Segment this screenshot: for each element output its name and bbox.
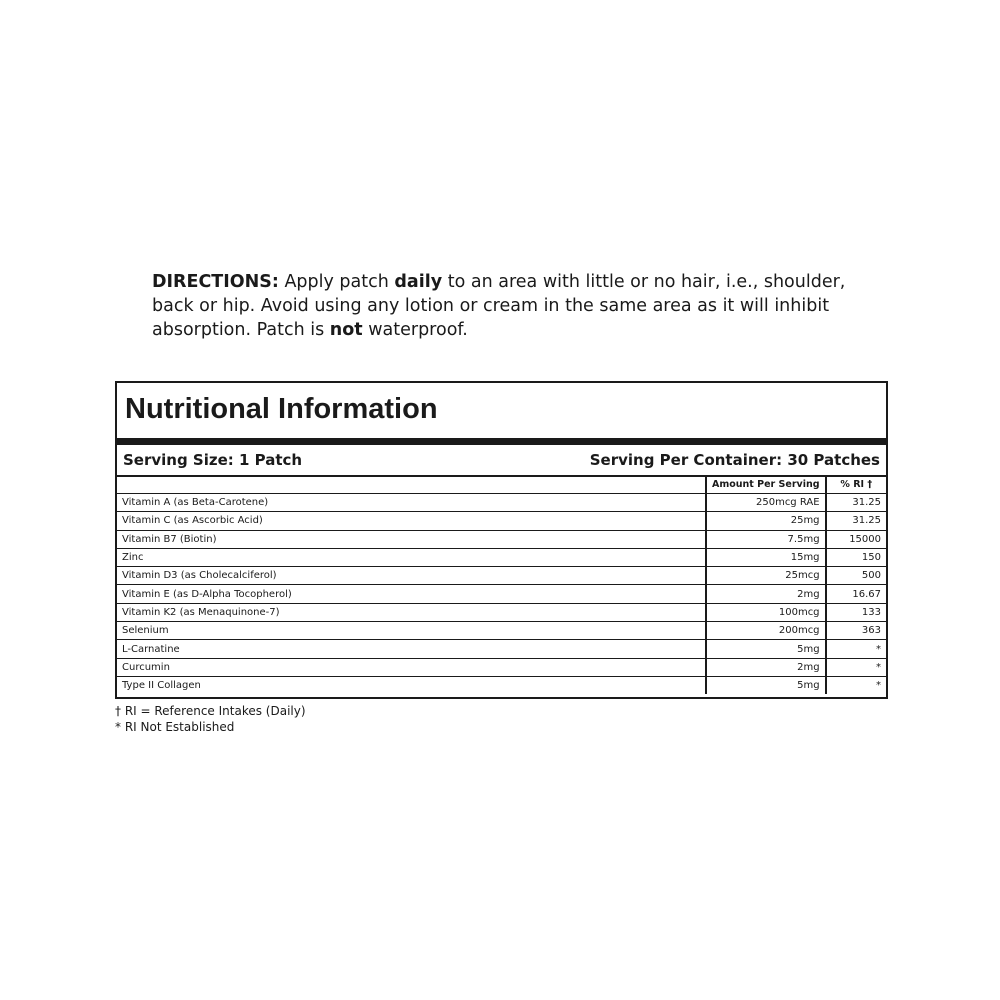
nutrient-ri: * xyxy=(826,640,886,658)
nutrient-ri: * xyxy=(826,676,886,694)
table-header-row xyxy=(117,475,886,494)
nutrient-name: Vitamin D3 (as Cholecalciferol) xyxy=(117,567,706,585)
footnote-ri-not-established: * RI Not Established xyxy=(115,720,235,734)
nutrient-amount: 15mg xyxy=(706,548,826,566)
nutrient-name: Vitamin K2 (as Menaquinone-7) xyxy=(117,603,706,621)
nutrient-amount: 25mg xyxy=(706,512,826,530)
table-row xyxy=(117,548,886,566)
nutrient-amount: 100mcg xyxy=(706,603,826,621)
table-row xyxy=(117,512,886,530)
nutrient-name: Vitamin C (as Ascorbic Acid) xyxy=(117,512,706,530)
nutrition-panel xyxy=(115,381,888,699)
table-row xyxy=(117,494,886,512)
nutrient-name: Selenium xyxy=(117,622,706,640)
title-divider xyxy=(117,438,886,445)
table-row xyxy=(117,622,886,640)
table-row xyxy=(117,585,886,603)
nutrient-amount: 7.5mg xyxy=(706,530,826,548)
directions-text xyxy=(152,270,882,342)
panel-title: Nutritional Information xyxy=(125,393,438,425)
table-row xyxy=(117,530,886,548)
nutrient-amount: 250mcg RAE xyxy=(706,494,826,512)
nutrient-name: Type II Collagen xyxy=(117,676,706,694)
table-row xyxy=(117,676,886,694)
nutrient-amount: 5mg xyxy=(706,676,826,694)
nutrient-ri: 363 xyxy=(826,622,886,640)
nutrient-ri: 500 xyxy=(826,567,886,585)
nutrient-amount: 2mg xyxy=(706,585,826,603)
nutrient-amount: 200mcg xyxy=(706,622,826,640)
table-row xyxy=(117,603,886,621)
directions-text-2: to an area with little or no hair, i.e., shoulder, back or hip. Avoid using any lotion or cream in the same area as it will inhibit absorption. Patch is xyxy=(152,272,846,340)
footnotes xyxy=(115,703,306,735)
serving-size: Serving Size: 1 Patch xyxy=(123,451,303,469)
nutrient-ri: 15000 xyxy=(826,530,886,548)
nutrient-ri: 31.25 xyxy=(826,494,886,512)
nutrient-ri: 31.25 xyxy=(826,512,886,530)
nutrient-name: Vitamin A (as Beta-Carotene) xyxy=(117,494,706,512)
nutrient-ri: * xyxy=(826,658,886,676)
directions-text-3: waterproof. xyxy=(362,320,468,340)
nutrient-ri: 133 xyxy=(826,603,886,621)
header-amount: Amount Per Serving xyxy=(706,475,826,494)
nutrient-amount: 5mg xyxy=(706,640,826,658)
nutrient-name: Vitamin E (as D-Alpha Tocopherol) xyxy=(117,585,706,603)
header-nutrient xyxy=(117,475,706,494)
nutrient-amount: 2mg xyxy=(706,658,826,676)
table-row xyxy=(117,567,886,585)
nutrient-name: Zinc xyxy=(117,548,706,566)
table-row xyxy=(117,658,886,676)
directions-emphasis-daily: daily xyxy=(394,272,443,292)
nutrient-name: Curcumin xyxy=(117,658,706,676)
table-row xyxy=(117,640,886,658)
nutrient-ri: 150 xyxy=(826,548,886,566)
footnote-ri-definition: † RI = Reference Intakes (Daily) xyxy=(115,704,306,718)
serving-row xyxy=(117,445,886,477)
directions-label: DIRECTIONS: xyxy=(152,272,279,292)
directions-emphasis-not: not xyxy=(329,320,363,340)
nutrient-name: L-Carnatine xyxy=(117,640,706,658)
nutrient-ri: 16.67 xyxy=(826,585,886,603)
servings-per-container: Serving Per Container: 30 Patches xyxy=(589,451,880,469)
directions-text-1: Apply patch xyxy=(278,272,395,292)
header-ri: % RI † xyxy=(826,475,886,494)
nutrient-amount: 25mcg xyxy=(706,567,826,585)
nutrient-name: Vitamin B7 (Biotin) xyxy=(117,530,706,548)
nutrition-table xyxy=(117,475,886,694)
